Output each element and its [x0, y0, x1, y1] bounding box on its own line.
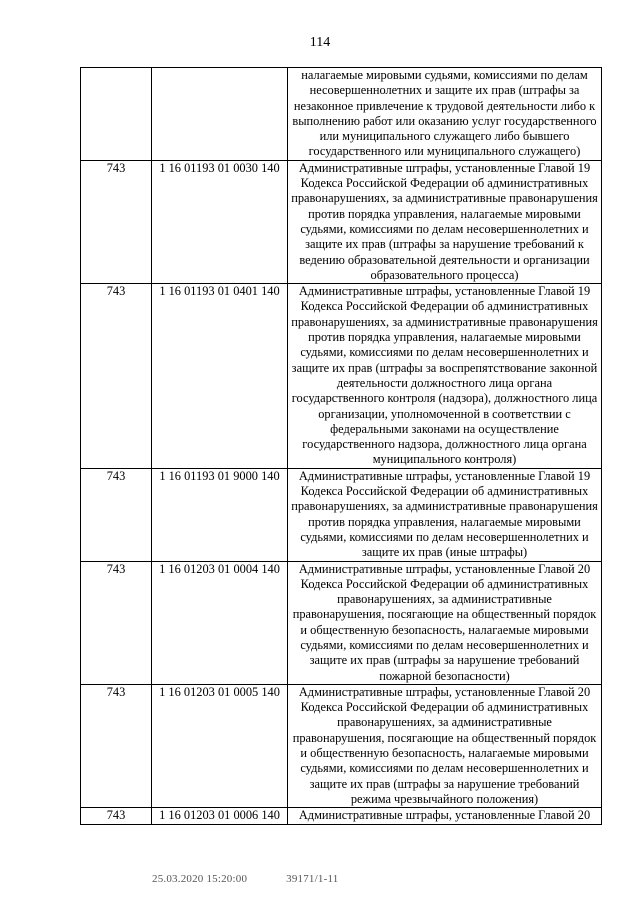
budget-code-cell: 1 16 01203 01 0006 140: [152, 808, 288, 824]
description-cell: Административные штрафы, установленные Главой 19 Кодекса Российской Федерации об административных правонарушениях, за административные правонарушения против порядка управления, налагаемые мировыми судьями, комиссиями по делам несовершеннолетних и защите их прав (иные штрафы): [288, 468, 602, 561]
budget-code-cell: [152, 68, 288, 161]
admin-code-cell: 743: [81, 808, 152, 824]
admin-code-cell: 743: [81, 684, 152, 807]
table-row: [81, 561, 602, 684]
page-number: 114: [309, 35, 331, 50]
budget-code-cell: 1 16 01193 01 0030 140: [152, 160, 288, 283]
description-cell: Административные штрафы, установленные Главой 19 Кодекса Российской Федерации об административных правонарушениях, за административные правонарушения против порядка управления, налагаемые мировыми судьями, комиссиями по делам несовершеннолетних и защите их прав (штрафы за нарушение требований к ведению образовательной деятельности и организации образовательного процесса): [288, 160, 602, 283]
admin-code-cell: 743: [81, 561, 152, 684]
description-cell: Административные штрафы, установленные Главой 20: [288, 808, 602, 824]
table-row: [81, 468, 602, 561]
table-row: [81, 284, 602, 469]
footer-timestamp: 25.03.2020 15:20:00: [152, 873, 248, 885]
budget-code-cell: 1 16 01203 01 0004 140: [152, 561, 288, 684]
description-cell: Административные штрафы, установленные Главой 19 Кодекса Российской Федерации об административных правонарушениях, за административные правонарушения против порядка управления, налагаемые мировыми судьями, комиссиями по делам несовершеннолетних и защите их прав (штрафы за воспрепятствование законной деятельности должностного лица органа государственного контроля (надзора), должностного лица организации, уполномоченной в соответствии с федеральными законами на осуществление государственного надзора, должностного лица органа муниципального контроля): [288, 284, 602, 469]
budget-code-cell: 1 16 01193 01 0401 140: [152, 284, 288, 469]
admin-code-cell: 743: [81, 284, 152, 469]
budget-code-cell: 1 16 01193 01 9000 140: [152, 468, 288, 561]
table-row: [81, 68, 602, 161]
description-cell: Административные штрафы, установленные Главой 20 Кодекса Российской Федерации об административных правонарушениях, за административные правонарушения, посягающие на общественный порядок и общественную безопасность, налагаемые мировыми судьями, комиссиями по делам несовершеннолетних и защите их прав (штрафы за нарушение требований пожарной безопасности): [288, 561, 602, 684]
document-footer: [152, 873, 374, 885]
table-row: [81, 684, 602, 807]
description-cell: налагаемые мировыми судьями, комиссиями по делам несовершеннолетних и защите их прав (штрафы за незаконное привлечение к трудовой деятельности либо к выполнению работ или оказанию услуг государственного или муниципального служащего либо бывшего государственного или муниципального служащего): [288, 68, 602, 161]
table-row: [81, 160, 602, 283]
budget-code-cell: 1 16 01203 01 0005 140: [152, 684, 288, 807]
description-cell: Административные штрафы, установленные Главой 20 Кодекса Российской Федерации об административных правонарушениях, за административные правонарушения, посягающие на общественный порядок и общественную безопасность, налагаемые мировыми судьями, комиссиями по делам несовершеннолетних и защите их прав (штрафы за нарушение требований режима чрезвычайного положения): [288, 684, 602, 807]
table-row: [81, 808, 602, 824]
budget-classification-table: [80, 67, 602, 825]
admin-code-cell: 743: [81, 160, 152, 283]
admin-code-cell: 743: [81, 468, 152, 561]
footer-document-id: 39171/1-11: [286, 873, 339, 885]
admin-code-cell: [81, 68, 152, 161]
